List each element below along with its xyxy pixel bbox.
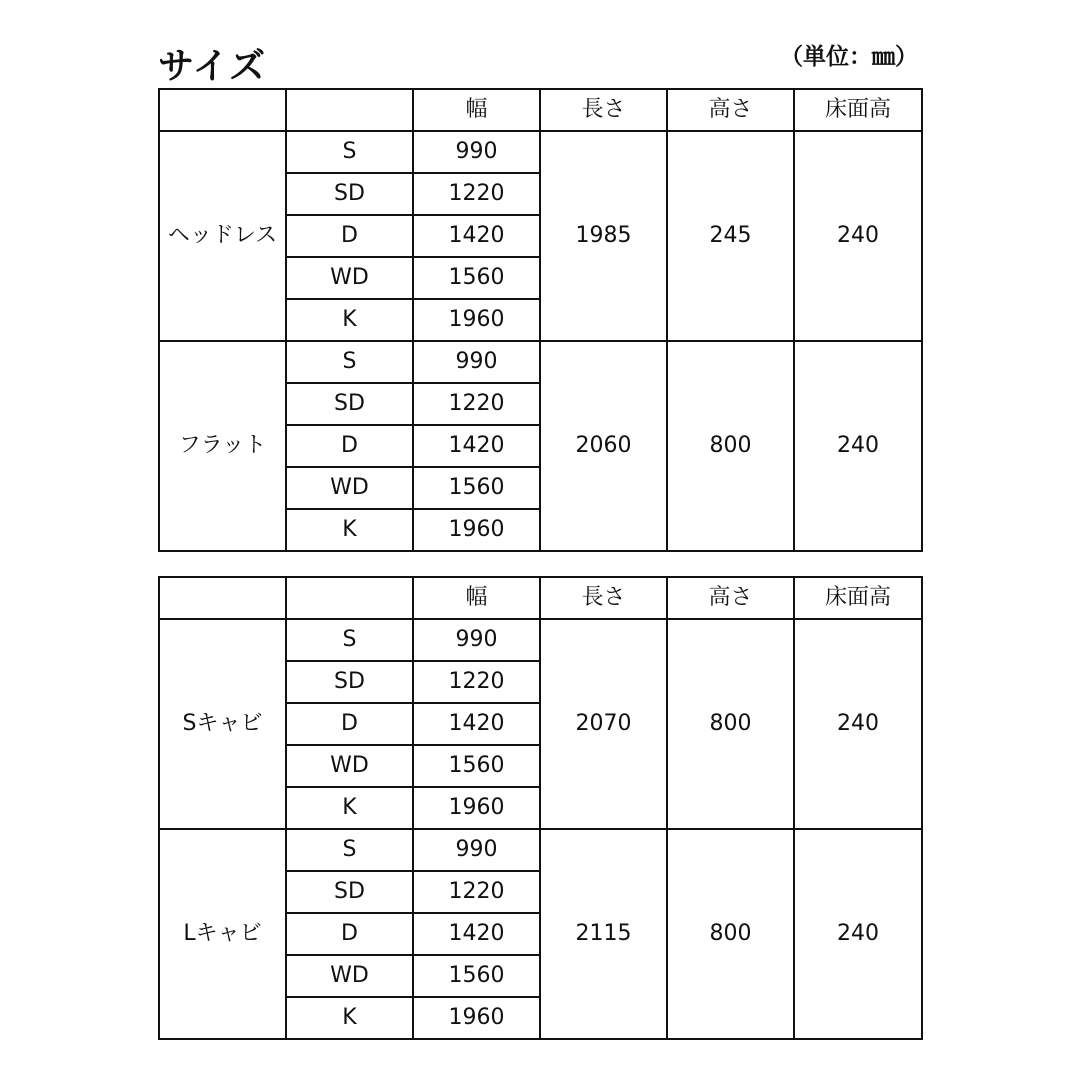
height-cell: 800 xyxy=(667,619,794,829)
width-cell: 1560 xyxy=(413,955,540,997)
width-cell: 990 xyxy=(413,829,540,871)
size-table-1 xyxy=(158,88,923,552)
header-height: 高さ xyxy=(667,577,794,619)
header-height: 高さ xyxy=(667,89,794,131)
unit-note: （単位：㎜） xyxy=(780,44,918,70)
width-cell: 1420 xyxy=(413,215,540,257)
size-cell: D xyxy=(286,913,413,955)
header-floor-height: 床面高 xyxy=(794,577,922,619)
size-cell: SD xyxy=(286,173,413,215)
height-cell: 245 xyxy=(667,131,794,341)
size-cell: WD xyxy=(286,467,413,509)
header-row xyxy=(159,577,922,619)
length-cell: 2070 xyxy=(540,619,667,829)
floor-height-cell: 240 xyxy=(794,131,922,341)
table-row xyxy=(159,619,922,661)
header-blank-size xyxy=(286,577,413,619)
width-cell: 1220 xyxy=(413,871,540,913)
width-cell: 990 xyxy=(413,131,540,173)
header-length: 長さ xyxy=(540,577,667,619)
bed-type-cell: Sキャビ xyxy=(159,619,286,829)
length-cell: 1985 xyxy=(540,131,667,341)
size-cell: K xyxy=(286,787,413,829)
width-cell: 990 xyxy=(413,341,540,383)
header-blank-size xyxy=(286,89,413,131)
width-cell: 1960 xyxy=(413,299,540,341)
width-cell: 1560 xyxy=(413,745,540,787)
width-cell: 1420 xyxy=(413,425,540,467)
width-cell: 1960 xyxy=(413,787,540,829)
header-blank-category xyxy=(159,89,286,131)
floor-height-cell: 240 xyxy=(794,829,922,1039)
bed-type-cell: フラット xyxy=(159,341,286,551)
table-row xyxy=(159,131,922,173)
width-cell: 1220 xyxy=(413,383,540,425)
width-cell: 1420 xyxy=(413,703,540,745)
size-cell: K xyxy=(286,509,413,551)
width-cell: 1560 xyxy=(413,257,540,299)
height-cell: 800 xyxy=(667,829,794,1039)
size-cell: WD xyxy=(286,257,413,299)
size-table-2 xyxy=(158,576,923,1040)
width-cell: 1560 xyxy=(413,467,540,509)
size-cell: K xyxy=(286,997,413,1039)
size-cell: SD xyxy=(286,383,413,425)
size-cell: WD xyxy=(286,955,413,997)
width-cell: 1420 xyxy=(413,913,540,955)
size-cell: S xyxy=(286,829,413,871)
table-row xyxy=(159,341,922,383)
width-cell: 1220 xyxy=(413,173,540,215)
size-cell: D xyxy=(286,215,413,257)
header-width: 幅 xyxy=(413,89,540,131)
length-cell: 2060 xyxy=(540,341,667,551)
size-cell: SD xyxy=(286,661,413,703)
width-cell: 1960 xyxy=(413,997,540,1039)
size-cell: S xyxy=(286,341,413,383)
page-title: サイズ xyxy=(158,46,267,87)
size-cell: K xyxy=(286,299,413,341)
header-length: 長さ xyxy=(540,89,667,131)
header-blank-category xyxy=(159,577,286,619)
size-cell: WD xyxy=(286,745,413,787)
header-row xyxy=(159,89,922,131)
size-cell: SD xyxy=(286,871,413,913)
height-cell: 800 xyxy=(667,341,794,551)
floor-height-cell: 240 xyxy=(794,619,922,829)
bed-type-cell: Lキャビ xyxy=(159,829,286,1039)
bed-type-cell: ヘッドレス xyxy=(159,131,286,341)
size-cell: D xyxy=(286,703,413,745)
floor-height-cell: 240 xyxy=(794,341,922,551)
width-cell: 1960 xyxy=(413,509,540,551)
width-cell: 1220 xyxy=(413,661,540,703)
size-cell: D xyxy=(286,425,413,467)
size-cell: S xyxy=(286,131,413,173)
length-cell: 2115 xyxy=(540,829,667,1039)
size-cell: S xyxy=(286,619,413,661)
header-floor-height: 床面高 xyxy=(794,89,922,131)
table-row xyxy=(159,829,922,871)
header-width: 幅 xyxy=(413,577,540,619)
width-cell: 990 xyxy=(413,619,540,661)
